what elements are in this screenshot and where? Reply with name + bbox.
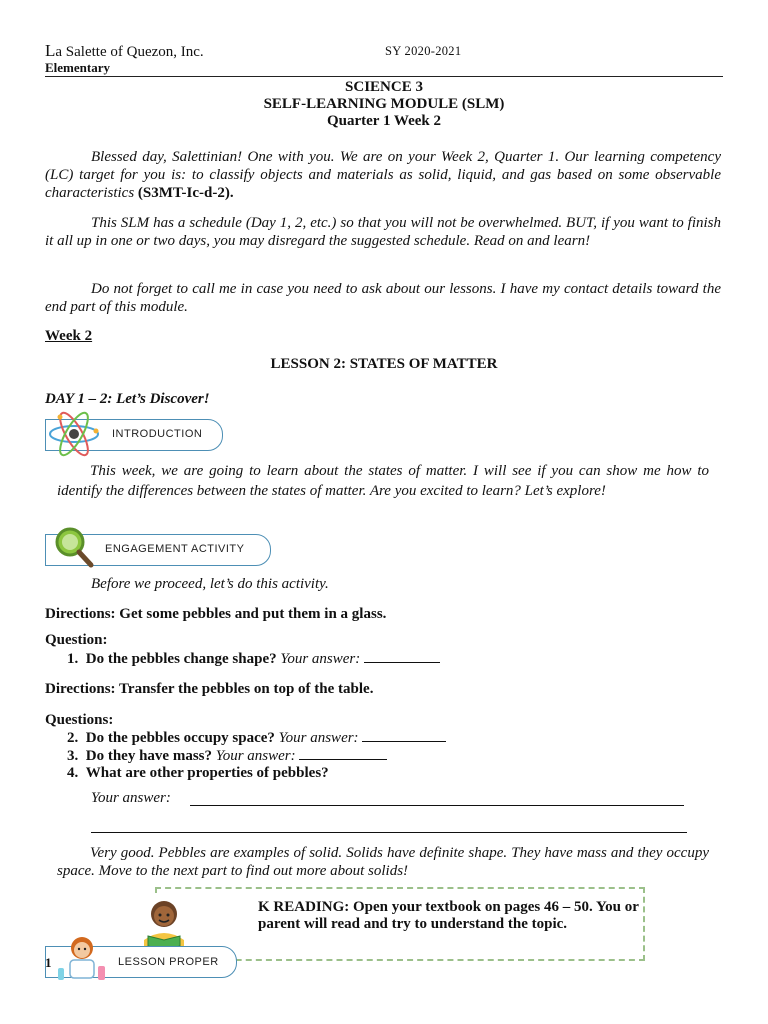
magnifier-icon <box>48 524 98 570</box>
scientist-girl-icon <box>52 934 112 986</box>
closing-text: Very good. Pebbles are examples of solid. Solids have definite shape. They have mass and they occupy space. Move to the next part to find out more about solids! <box>57 845 709 879</box>
atom-icon <box>46 409 102 459</box>
introduction-banner-label: INTRODUCTION <box>112 428 203 440</box>
module-title: SELF-LEARNING MODULE (SLM) <box>263 96 505 112</box>
q2-answer-label: Your answer: <box>278 730 359 746</box>
reading-note-line-1: K READING: Open your textbook on pages 46 – 50. You or <box>258 899 639 915</box>
q3-answer-blank[interactable] <box>299 747 387 760</box>
intro-p1-text: Blessed day, Salettinian! One with you. We are on your Week 2, Quarter 1. Our learning competency (LC) target for you is: to classify objects and materials as solid, liquid, and gas based on some observable characteristics <box>45 149 721 201</box>
closing-paragraph <box>57 844 709 880</box>
intro-paragraph-3 <box>45 280 721 316</box>
q2-answer-blank[interactable] <box>362 729 446 742</box>
q4-text: What are other properties of pebbles? <box>85 765 329 781</box>
week-label: Week 2 <box>45 328 93 344</box>
intro-paragraph-2 <box>45 214 721 250</box>
q3-number: 3. <box>67 748 79 764</box>
lesson-title: LESSON 2: STATES OF MATTER <box>270 356 498 372</box>
q1-answer-label: Your answer: <box>280 651 361 667</box>
intro-p2-text: This SLM has a schedule (Day 1, 2, etc.) so that you will not be overwhelmed. BUT, if you want to finish it all up in one or two days, you may disregard the suggested schedule. Read on and learn! <box>45 215 721 249</box>
q4-answer-blank-1[interactable] <box>190 793 684 806</box>
question-2 <box>67 729 446 747</box>
intro-paragraph-1 <box>45 148 721 202</box>
quarter-week-title: Quarter 1 Week 2 <box>326 113 442 129</box>
school-initial: L <box>45 41 56 60</box>
day-label: DAY 1 – 2: Let’s Discover! <box>45 391 210 407</box>
q2-text: Do the pebbles occupy space? <box>85 730 275 746</box>
q1-number: 1. <box>67 651 79 667</box>
reading-note-line-2: parent will read and try to understand the topic. <box>258 916 568 932</box>
q3-text: Do they have mass? <box>85 748 212 764</box>
competency-code: (S3MT-Ic-d-2) <box>137 185 230 201</box>
question-1 <box>67 650 440 668</box>
school-level: Elementary <box>45 60 110 75</box>
engagement-lead: Before we proceed, let’s do this activity. <box>91 576 329 592</box>
directions-2: Directions: Transfer the pebbles on top of the table. <box>45 681 374 697</box>
question-4 <box>67 765 329 782</box>
school-year: SY 2020-2021 <box>385 44 462 58</box>
q1-answer-blank[interactable] <box>364 650 440 663</box>
intro-p3-text: Do not forget to call me in case you need to ask about our lessons. I have my contact details toward the end part of this module. <box>45 281 721 315</box>
q4-answer-blank-2[interactable] <box>91 820 687 833</box>
header-divider <box>45 76 723 77</box>
questions-heading: Questions: <box>45 712 114 728</box>
q4-number: 4. <box>67 765 79 781</box>
q2-number: 2. <box>67 730 79 746</box>
q4-answer-label: Your answer: <box>91 790 171 806</box>
question-heading: Question: <box>45 632 108 648</box>
introduction-text-body: This week, we are going to learn about the states of matter. I will see if you can show me how to identify the differences between the states of matter. Are you excited to learn? Let’s explore! <box>57 463 709 499</box>
q1-text: Do the pebbles change shape? <box>85 651 277 667</box>
subject-title: SCIENCE 3 <box>345 79 423 95</box>
introduction-text <box>57 461 709 501</box>
lesson-proper-banner-label: LESSON PROPER <box>118 956 219 968</box>
school-name-rest: a Salette of Quezon, Inc. <box>55 44 204 60</box>
q3-answer-label: Your answer: <box>215 748 296 764</box>
intro-p1-period: . <box>229 185 234 201</box>
engagement-banner-label: ENGAGEMENT ACTIVITY <box>105 543 245 555</box>
question-3 <box>67 747 387 765</box>
directions-1: Directions: Get some pebbles and put them in a glass. <box>45 606 387 622</box>
page-number: 1 <box>45 955 52 970</box>
school-name <box>45 41 204 61</box>
